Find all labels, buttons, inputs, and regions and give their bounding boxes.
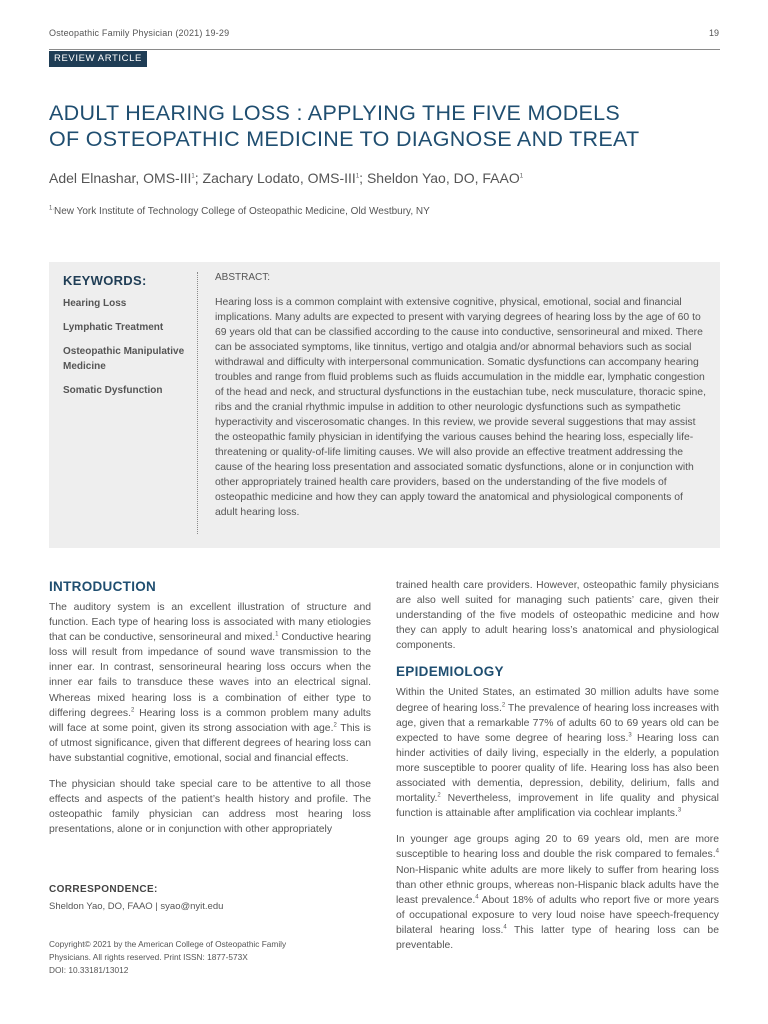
citation-mark: 2 [130, 707, 135, 714]
text-run: The prevalence of hearing loss increases with age, given that a remarkable 77% of adults 60 to 69 years old can be expected to have some degree of hearing loss. [396, 702, 719, 744]
text-run: About 18% of adults who report five or more years of occupational exposure to very loud noise have speech-frequency bilateral hearing loss. [396, 894, 719, 936]
author-affiliation-mark: 1 [355, 173, 360, 180]
text-run: This latter type of hearing loss can be preventable. [396, 924, 719, 951]
correspondence-heading: CORRESPONDENCE: [49, 884, 158, 895]
keyword-item: Somatic Dysfunction [63, 385, 163, 396]
keywords-heading: KEYWORDS: [63, 273, 147, 288]
running-head: Osteopathic Family Physician (2021) 19-29 [49, 28, 230, 38]
affiliation [49, 206, 430, 217]
text-run: Hearing loss is a common problem many adults will face at some point, given its strong association with age. [49, 707, 371, 734]
text-run: The physician should take special care to be attentive to all those effects and aspects of the patient’s health history and profile. The osteopathic family physician can address most hearing loss presentations, alone or in conjunction with other appropriately [49, 779, 371, 836]
author-name: Adel Elnashar, OMS-III [49, 170, 192, 186]
affiliation-mark: 1. [49, 205, 55, 212]
intro-paragraph-2-continued [396, 578, 719, 653]
text-run: Nevertheless, improvement in life quality and physical function is attainable after amplification via cochlear implants. [396, 793, 719, 820]
affiliation-text: New York Institute of Technology College of Osteopathic Medicine, Old Westbury, NY [54, 206, 430, 217]
copyright-line: Copyright© 2021 by the American College of Osteopathic Family [49, 939, 287, 949]
section-heading-epidemiology: EPIDEMIOLOGY [396, 664, 504, 680]
author-name: Zachary Lodato, OMS-III [202, 170, 356, 186]
correspondence-text: Sheldon Yao, DO, FAAO | syao@nyit.edu [49, 901, 224, 912]
text-run: Conductive hearing loss will result from impedance of sound wave transmission to the inner ear. In contrast, sensorineural hearing loss occurs when the inner ear fails to transduce these waves into an electrical signal. Whereas mixed hearing loss is a combination of either type to differing degrees. [49, 632, 371, 719]
right-column [396, 578, 719, 964]
left-column [49, 578, 371, 848]
header-rule [49, 49, 720, 50]
keywords-divider [197, 272, 198, 534]
doi-line: DOI: 10.33181/13012 [49, 965, 129, 976]
text-run: trained health care providers. However, osteopathic family physicians are also well suited for managing such patients’ care, given their understanding of the five models of osteopathic medicine and how they can apply to adult hearing loss’s anatomical and physiological components. [396, 580, 719, 652]
article-title [49, 100, 729, 152]
citation-mark: 4 [503, 924, 507, 931]
copyright-line: Physicians. All rights reserved. Print ISSN: 1877-573X [49, 952, 248, 963]
text-run: Within the United States, an estimated 30 million adults have some degree of hearing loss. [396, 687, 719, 714]
section-heading-introduction: INTRODUCTION [49, 579, 157, 594]
article-type-badge: REVIEW ARTICLE [49, 51, 147, 67]
author-separator: ; [359, 170, 367, 186]
text-run: The auditory system is an excellent illustration of structure and function. Each type of hearing loss is associated with many etiologies that can be conductive, sensorineural and mixed. [49, 602, 371, 644]
keyword-item: Lymphatic Treatment [63, 322, 164, 333]
citation-mark: 2 [501, 702, 506, 709]
citation-mark: 4 [475, 894, 479, 901]
author-list [49, 170, 523, 186]
intro-paragraph-2 [49, 777, 371, 837]
text-run: Non-Hispanic white adults are more likely to suffer from hearing loss than other ethnic groups, whereas non-Hispanic black adults have the least prevalence. [396, 864, 719, 906]
epidemiology-paragraph-2 [396, 832, 719, 953]
copyright-notice [49, 938, 349, 978]
keyword-item: Osteopathic Manipulative Medicine [63, 346, 185, 372]
intro-paragraph-1 [49, 600, 371, 766]
page-number: 19 [708, 28, 719, 38]
author-name: Sheldon Yao, DO, FAAO [366, 170, 520, 186]
text-run: In younger age groups aging 20 to 69 years old, men are more susceptible to hearing loss and double the risk compared to females. [396, 834, 719, 861]
title-line-1: ADULT HEARING LOSS : APPLYING THE FIVE MODELS [49, 101, 621, 125]
keyword-item: Hearing Loss [63, 298, 127, 309]
author-separator: ; [194, 170, 203, 186]
abstract-text: Hearing loss is a common complaint with extensive cognitive, physical, emotional, social and financial implications. Many adults are expected to present with varying degrees of hearing loss by the age of 60 to 69 years old that can be classified according to the cause into conductive, sensorineural and mixed. There can be associated symptoms, like tinnitus, vertigo and otalgia and/or abnormal behaviors such as social withdrawal and difficulty with interpersonal communication. Somatic dysfunctions can accompany hearing troubles and range from fluid problems such as fluids accumulation in the middle ear, lymphatic congestion of the head and neck, and structural dysfunctions in the eustachian tube, neck musculature, thoracic spine, ribs and the cranial rhythmic impulse in addition to other neurologic dysfunctions such as sympathetic hyperactivity and viscerosomatic changes. In this review, we provide several suggestions that may assist the osteopathic family physician in identifying the various causes behind the hearing loss, especially life-threatening or quality-of-life limiting causes. We will also provide an effective treatment addressing the cause of the hearing loss presentation and associated somatic dysfunctions, alone or in conjunction with other appropriately trained health care providers, based on the understanding of the five models of osteopathic medicine and how they can apply toward the anatomical and physiological components of adult hearing loss. [215, 297, 706, 518]
author-affiliation-mark: 1 [519, 173, 524, 180]
citation-mark: 3 [628, 732, 632, 739]
citation-mark: 2 [333, 722, 337, 729]
title-line-2: OF OSTEOPATHIC MEDICINE TO DIAGNOSE AND TREAT [49, 127, 640, 151]
citation-mark: 4 [715, 848, 719, 855]
keywords-list [63, 296, 193, 407]
text-run: This is of utmost significance, given that different degrees of hearing loss can have substantial cognitive, emotional, social and financial effects. [49, 722, 371, 764]
citation-mark: 2 [437, 792, 441, 799]
citation-mark: 3 [677, 807, 682, 814]
citation-mark: 1 [275, 631, 279, 638]
abstract-label: ABSTRACT: [215, 272, 271, 283]
author-affiliation-mark: 1 [191, 173, 195, 180]
epidemiology-paragraph-1 [396, 685, 719, 821]
text-run: Hearing loss can hinder activities of daily living, especially in the elderly, a population more susceptible to poorer quality of life. Hearing loss has also been associated with dementia, depression, debility, delirium, falls and mortality. [396, 732, 719, 805]
